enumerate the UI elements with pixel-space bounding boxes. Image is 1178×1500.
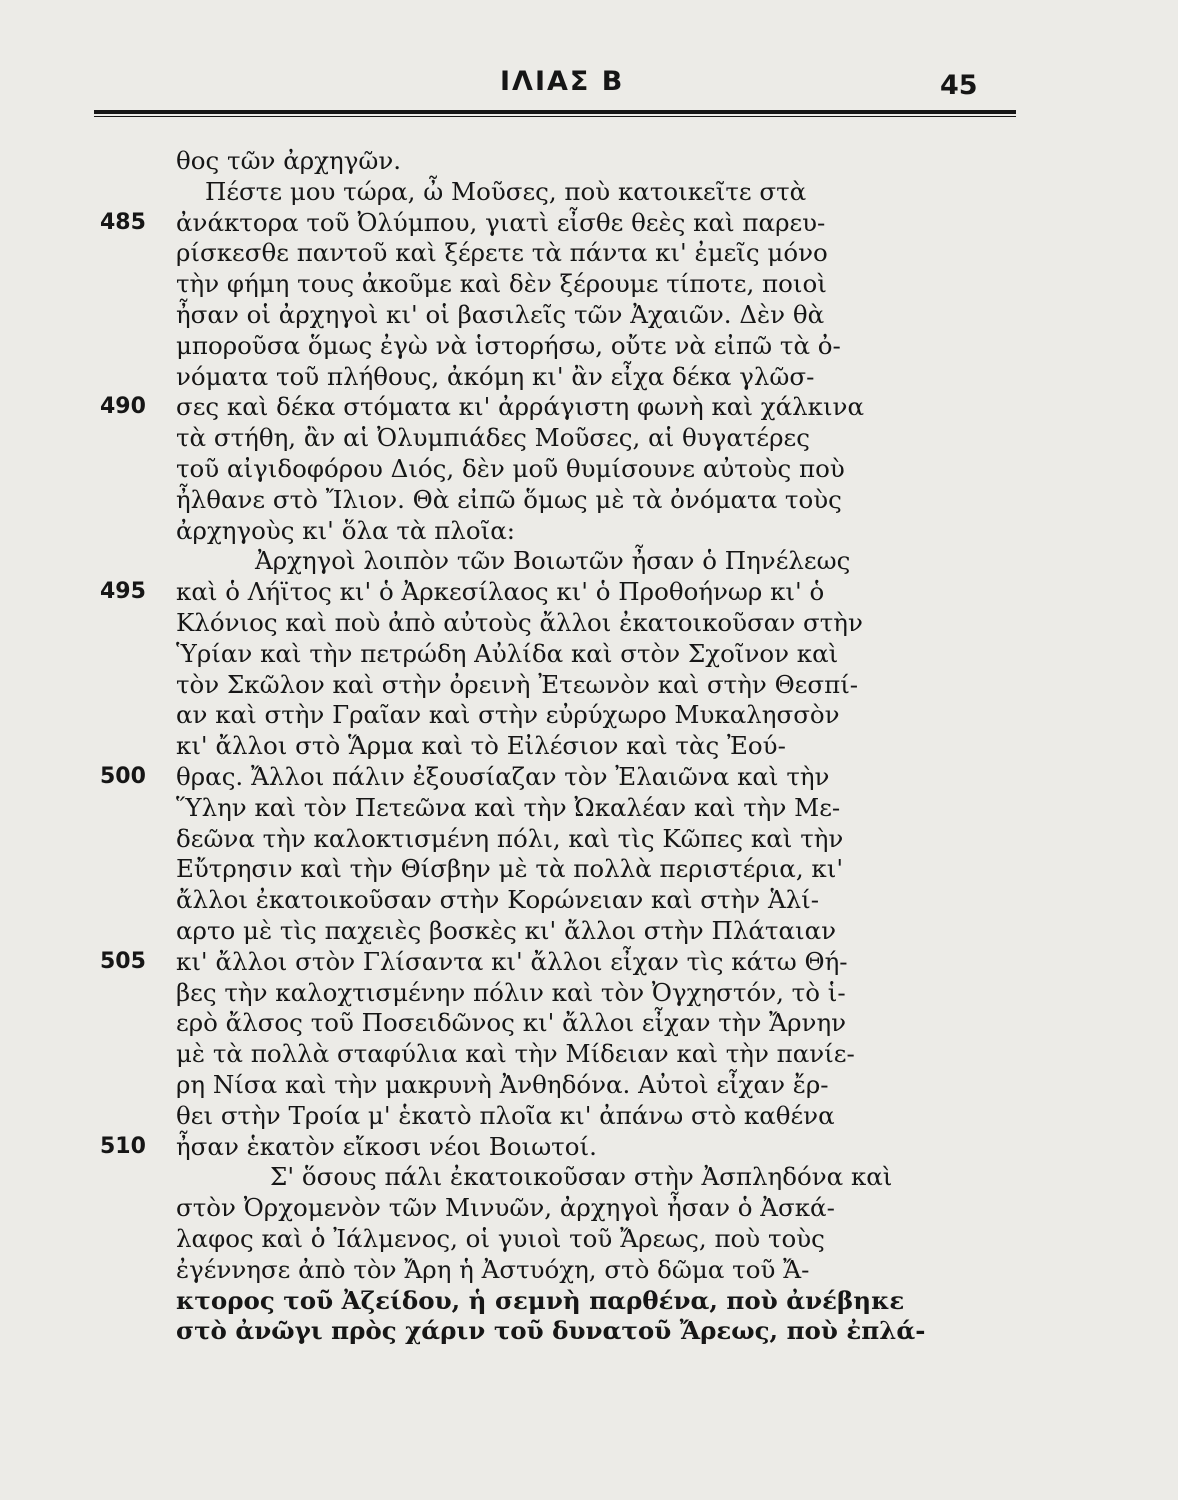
text-line: ερὸ ἄλσος τοῦ Ποσειδῶνος κι' ἄλλοι εἶχαν τὴν Ἄρνην [176,1008,847,1038]
text-line: θος τῶν ἀρχηγῶν. [176,146,401,175]
text-line: δεῶνα τὴν καλοκτισμένη πόλι, καὶ τὶς Κῶπες καὶ τὴν [176,823,844,853]
line-number: 495 [100,579,146,605]
text-line: τὴν φήμη τους ἀκοῦμε καὶ δὲν ξέρουμε τίποτε, ποιοὶ [176,269,827,299]
line-number: 510 [100,1133,146,1159]
text-line: αν καὶ στὴν Γραῖαν καὶ στὴν εὐρύχωρο Μυκαλησσὸν [176,700,840,730]
text-line: ἐγέννησε ἀπὸ τὸν Ἄρη ἡ Ἀστυόχη, στὸ δῶμα τοῦ Ἄ- [176,1254,810,1284]
text-line: ἄλλοι ἐκατοικοῦσαν στὴν Κορώνειαν καὶ στὴν Ἁλί- [176,885,820,915]
text-line: Ἀρχηγοὶ λοιπὸν τῶν Βοιωτῶν ἦσαν ὁ Πηνέλεως [255,546,851,576]
text-line: ἦσαν ἑκατὸν εἴκοσι νέοι Βοιωτοί. [176,1131,597,1161]
text-line: ρη Νίσα καὶ τὴν μακρυνὴ Ἀνθηδόνα. Αὐτοὶ εἶχαν ἔρ- [176,1070,829,1099]
text-line: στὸν Ὀρχομενὸν τῶν Μινυῶν, ἀρχηγοὶ ἦσαν ὁ Ἀσκά- [176,1193,835,1223]
text-line: ἦσαν οἱ ἀρχηγοὶ κι' οἱ βασιλεῖς τῶν Ἀχαιῶν. Δὲν θὰ [176,300,825,329]
line-number: 500 [100,764,146,789]
text-line: ἦλθανε στὸ Ἴλιον. Θὰ εἰπῶ ὅμως μὲ τὰ ὀνόματα τοὺς [176,484,842,514]
text-line: κι' ἄλλοι στὸν Γλίσαντα κι' ἄλλοι εἶχαν τὶς κάτω Θή- [176,946,848,976]
text-line: Κλόνιος καὶ ποὺ ἀπὸ αὐτοὺς ἄλλοι ἐκατοικοῦσαν στὴν [176,608,863,637]
text-line: στὸ ἀνῶγι πρὸς χάριν τοῦ δυνατοῦ Ἄρεως, ποὺ ἐπλά- [176,1316,926,1346]
text-line: τοῦ αἰγιδοφόρου Διός, δὲν μοῦ θυμίσουνε αὐτοὺς ποὺ [176,454,845,483]
text-line: καὶ ὁ Λήϊτος κι' ὁ Ἀρκεσίλαος κι' ὁ Προθοήνωρ κι' ὁ [176,577,825,607]
page-number: 45 [940,70,978,101]
running-title: ΙΛΙΑΣ Β [500,66,625,97]
line-number: 490 [100,394,146,420]
text-line: Ὕλην καὶ τὸν Πετεῶνα καὶ τὴν Ὠκαλέαν καὶ τὴν Με- [176,792,841,822]
text-line: κι' ἄλλοι στὸ Ἅρμα καὶ τὸ Εἰλέσιον καὶ τὰς Ἐού- [176,731,786,761]
text-line: τὸν Σκῶλον καὶ στὴν ὀρεινὴ Ἐτεωνὸν καὶ στὴν Θεσπί- [176,669,859,699]
text-line: νόματα τοῦ πλήθους, ἀκόμη κι' ἂν εἶχα δέκα γλῶσ- [176,361,815,391]
header-rule [94,110,1016,117]
text-line: λαφος καὶ ὁ Ἰάλμενος, οἱ γυιοὶ τοῦ Ἄρεως, ποὺ τοὺς [176,1224,825,1253]
text-line: ἀνάκτορα τοῦ Ὀλύμπου, γιατὶ εἶσθε θεὲς καὶ παρευ- [176,207,826,237]
text-line: θει στὴν Τροία μ' ἑκατὸ πλοῖα κι' ἀπάνω στὸ καθένα [176,1100,835,1130]
text-line: Σ' ὅσους πάλι ἐκατοικοῦσαν στὴν Ἀσπληδόνα καὶ [270,1162,893,1192]
text-line: βες τὴν καλοχτισμένην πόλιν καὶ τὸν Ὀγχηστόν, τὸ ἱ- [176,977,846,1007]
text-line: σες καὶ δέκα στόματα κι' ἀρράγιστη φωνὴ καὶ χάλκινα [176,392,864,422]
text-line: τὰ στήθη, ἂν αἱ Ὀλυμπιάδες Μοῦσες, αἱ θυγατέρες [176,423,810,453]
text-line: μὲ τὰ πολλὰ σταφύλια καὶ τὴν Μίδειαν καὶ τὴν πανίε- [176,1039,855,1069]
text-line: κτορος τοῦ Ἀζείδου, ἡ σεμνὴ παρθένα, ποὺ ἀνέβηκε [176,1285,905,1315]
text-line: Ὑρίαν καὶ τὴν πετρώδη Αὐλίδα καὶ στὸν Σχοῖνον καὶ [176,638,839,668]
text-line: ρίσκεσθε παντοῦ καὶ ξέρετε τὰ πάντα κι' ἐμεῖς μόνο [176,238,828,268]
text-line: Εὔτρησιν καὶ τὴν Θίσβην μὲ τὰ πολλὰ περιστέρια, κι' [176,854,844,884]
text-line: αρτο μὲ τὶς παχειὲς βοσκὲς κι' ἄλλοι στὴν Πλάταιαν [176,916,837,945]
text-line: ἀρχηγοὺς κι' ὅλα τὰ πλοῖα: [176,515,515,545]
text-line: θρας. Ἄλλοι πάλιν ἐξουσίαζαν τὸν Ἐλαιῶνα καὶ τὴν [176,762,830,791]
text-line: Πέστε μου τώρα, ὦ Μοῦσες, ποὺ κατοικεῖτε στὰ [205,176,807,206]
line-number: 505 [100,948,146,974]
text-line: μποροῦσα ὅμως ἐγὼ νὰ ἱστορήσω, οὔτε νὰ εἰπῶ τὰ ὀ- [176,330,841,360]
line-number: 485 [100,209,146,235]
